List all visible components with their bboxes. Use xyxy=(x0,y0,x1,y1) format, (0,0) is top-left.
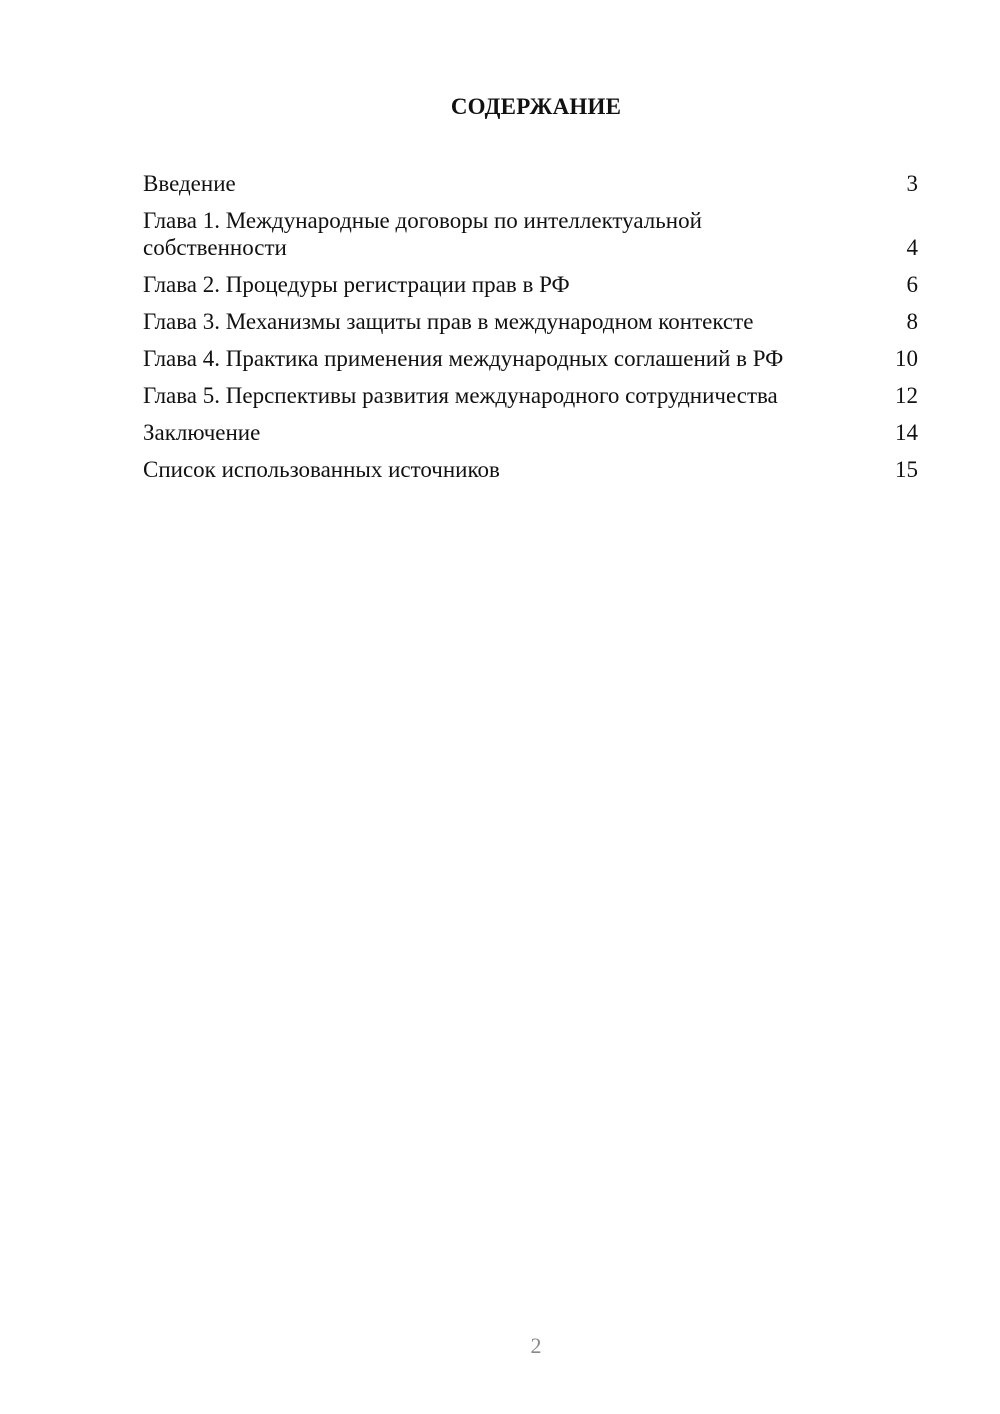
toc-entry-title: Глава 2. Процедуры регистрации прав в РФ xyxy=(143,272,570,297)
toc-entry-chapter-5[interactable] xyxy=(143,382,918,409)
table-of-contents xyxy=(143,170,918,493)
toc-entry-chapter-4[interactable] xyxy=(143,345,918,372)
toc-entry-title: Заключение xyxy=(143,420,261,445)
toc-entry-page: 10 xyxy=(895,346,918,371)
toc-entry-page: 14 xyxy=(895,420,918,445)
toc-entry-chapter-3[interactable] xyxy=(143,308,918,335)
toc-entry-chapter-1[interactable] xyxy=(143,207,918,261)
toc-entry-chapter-2[interactable] xyxy=(143,271,918,298)
toc-entry-page: 4 xyxy=(906,235,918,260)
toc-entry-introduction[interactable] xyxy=(143,170,918,197)
toc-entry-title: Список использованных источников xyxy=(143,457,500,482)
toc-entry-title: Глава 1. Международные договоры по интеллектуальной собственности xyxy=(143,208,702,260)
toc-entry-title: Глава 4. Практика применения международных соглашений в РФ xyxy=(143,346,784,371)
toc-entry-references[interactable] xyxy=(143,456,918,483)
toc-entry-page: 12 xyxy=(895,383,918,408)
page-title: СОДЕРЖАНИЕ xyxy=(450,94,622,119)
toc-entry-conclusion[interactable] xyxy=(143,419,918,446)
toc-entry-page: 15 xyxy=(895,457,918,482)
page-number: 2 xyxy=(530,1333,542,1358)
toc-entry-title: Введение xyxy=(143,171,236,196)
toc-entry-title: Глава 5. Перспективы развития международного сотрудничества xyxy=(143,383,778,408)
toc-entry-page: 6 xyxy=(906,272,918,297)
toc-entry-page: 8 xyxy=(906,309,918,334)
toc-entry-title: Глава 3. Механизмы защиты прав в международном контексте xyxy=(143,309,754,334)
toc-entry-page: 3 xyxy=(906,171,918,196)
